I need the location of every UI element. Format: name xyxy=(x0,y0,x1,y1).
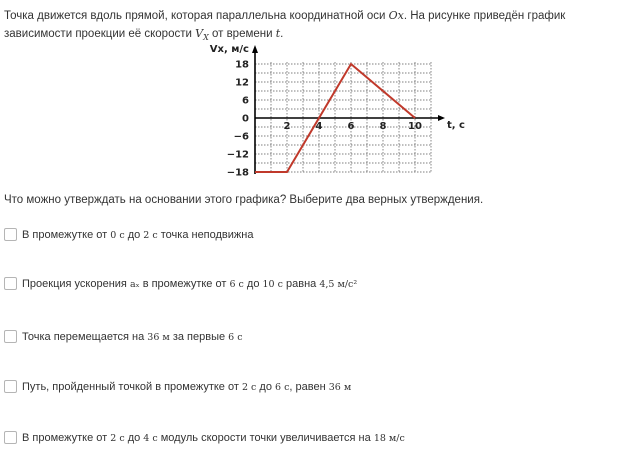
answer-option-5[interactable] xyxy=(4,431,405,444)
math-value: aₓ xyxy=(129,278,140,290)
math-value: 4 с xyxy=(143,432,158,444)
answer-checkbox-1[interactable] xyxy=(4,228,17,241)
x-axis-arrow xyxy=(438,115,445,121)
option-text-part: В промежутке от xyxy=(22,228,111,241)
math-value: 0 с xyxy=(110,229,125,241)
option-text-part: до xyxy=(256,380,275,393)
axis-symbol: Ox xyxy=(388,9,404,22)
answer-option-text xyxy=(22,432,405,444)
answer-option-text xyxy=(22,278,357,290)
y-axis-label: Vx, м/с xyxy=(209,44,249,55)
y-tick-label: 0 xyxy=(242,113,249,125)
intro-text-3: от времени xyxy=(208,28,276,40)
option-text-part: Проекция ускорения xyxy=(22,277,130,290)
math-value: 6 с xyxy=(275,381,290,393)
answer-option-4[interactable] xyxy=(4,380,351,393)
x-tick-label: 10 xyxy=(408,121,422,132)
answer-option-2[interactable] xyxy=(4,277,357,290)
math-value: 4,5 м/с² xyxy=(319,278,358,290)
math-value: 6 с xyxy=(229,278,244,290)
math-value: 2 с xyxy=(110,432,125,444)
y-tick-label: 6 xyxy=(242,95,249,107)
x-tick-label: 4 xyxy=(315,121,323,132)
answer-option-text xyxy=(22,229,253,241)
answer-checkbox-3[interactable] xyxy=(4,330,17,343)
answer-option-1[interactable] xyxy=(4,228,253,241)
option-text-part: Точка перемещается на xyxy=(22,330,148,343)
option-text-part: до xyxy=(124,228,144,241)
x-tick-label: 6 xyxy=(347,121,355,132)
math-value: 18 м/с xyxy=(373,432,405,444)
option-text-part: , равен xyxy=(289,380,329,393)
answer-checkbox-4[interactable] xyxy=(4,380,17,393)
option-text-part: модуль скорости точки увеличивается на xyxy=(157,431,374,444)
y-tick-label: 18 xyxy=(235,59,249,71)
math-value: 2 с xyxy=(143,229,158,241)
x-tick-label: 8 xyxy=(379,121,387,132)
math-value: 2 с xyxy=(241,381,257,393)
answer-option-3[interactable] xyxy=(4,330,243,343)
answer-checkbox-2[interactable] xyxy=(4,277,17,290)
question-text: Что можно утверждать на основании этого графика? Выберите два верных утверждения. xyxy=(4,194,484,206)
time-symbol: t xyxy=(275,27,281,40)
option-text-part: за первые xyxy=(169,330,229,343)
option-text-part: точка неподвижна xyxy=(157,228,254,241)
math-value: 10 с xyxy=(262,278,283,290)
option-text-part: равна xyxy=(282,277,320,290)
velocity-symbol: $V_X$ xyxy=(195,27,209,43)
y-tick-label: −12 xyxy=(226,149,249,161)
answer-option-text xyxy=(22,381,351,393)
math-value: 6 с xyxy=(228,331,243,343)
math-value: 36 м xyxy=(328,381,352,393)
intro-text-2: . На рисунке приведён график зависимости проекции её скорости xyxy=(4,10,566,40)
velocity-time-chart xyxy=(209,43,465,183)
option-text-part: до xyxy=(124,431,144,444)
intro-text-1: Точка движется вдоль прямой, которая параллельна координатной оси xyxy=(4,10,389,22)
x-tick-label: 2 xyxy=(283,121,291,132)
y-axis-arrow xyxy=(252,45,258,53)
y-tick-label: −18 xyxy=(226,167,249,179)
y-tick-label: −6 xyxy=(233,131,249,143)
option-text-part: В промежутке от xyxy=(22,431,111,444)
answer-checkbox-5[interactable] xyxy=(4,431,17,444)
math-value: 36 м xyxy=(147,331,170,343)
problem-statement xyxy=(4,7,632,47)
intro-text-4: . xyxy=(280,28,284,40)
option-text-part: до xyxy=(243,277,263,290)
x-axis-label: t, с xyxy=(447,120,465,131)
y-tick-label: 12 xyxy=(235,77,249,89)
answer-option-text xyxy=(22,331,243,343)
option-text-part: Путь, пройденный точкой в промежутке от xyxy=(22,380,242,393)
option-text-part: в промежутке от xyxy=(139,277,230,290)
